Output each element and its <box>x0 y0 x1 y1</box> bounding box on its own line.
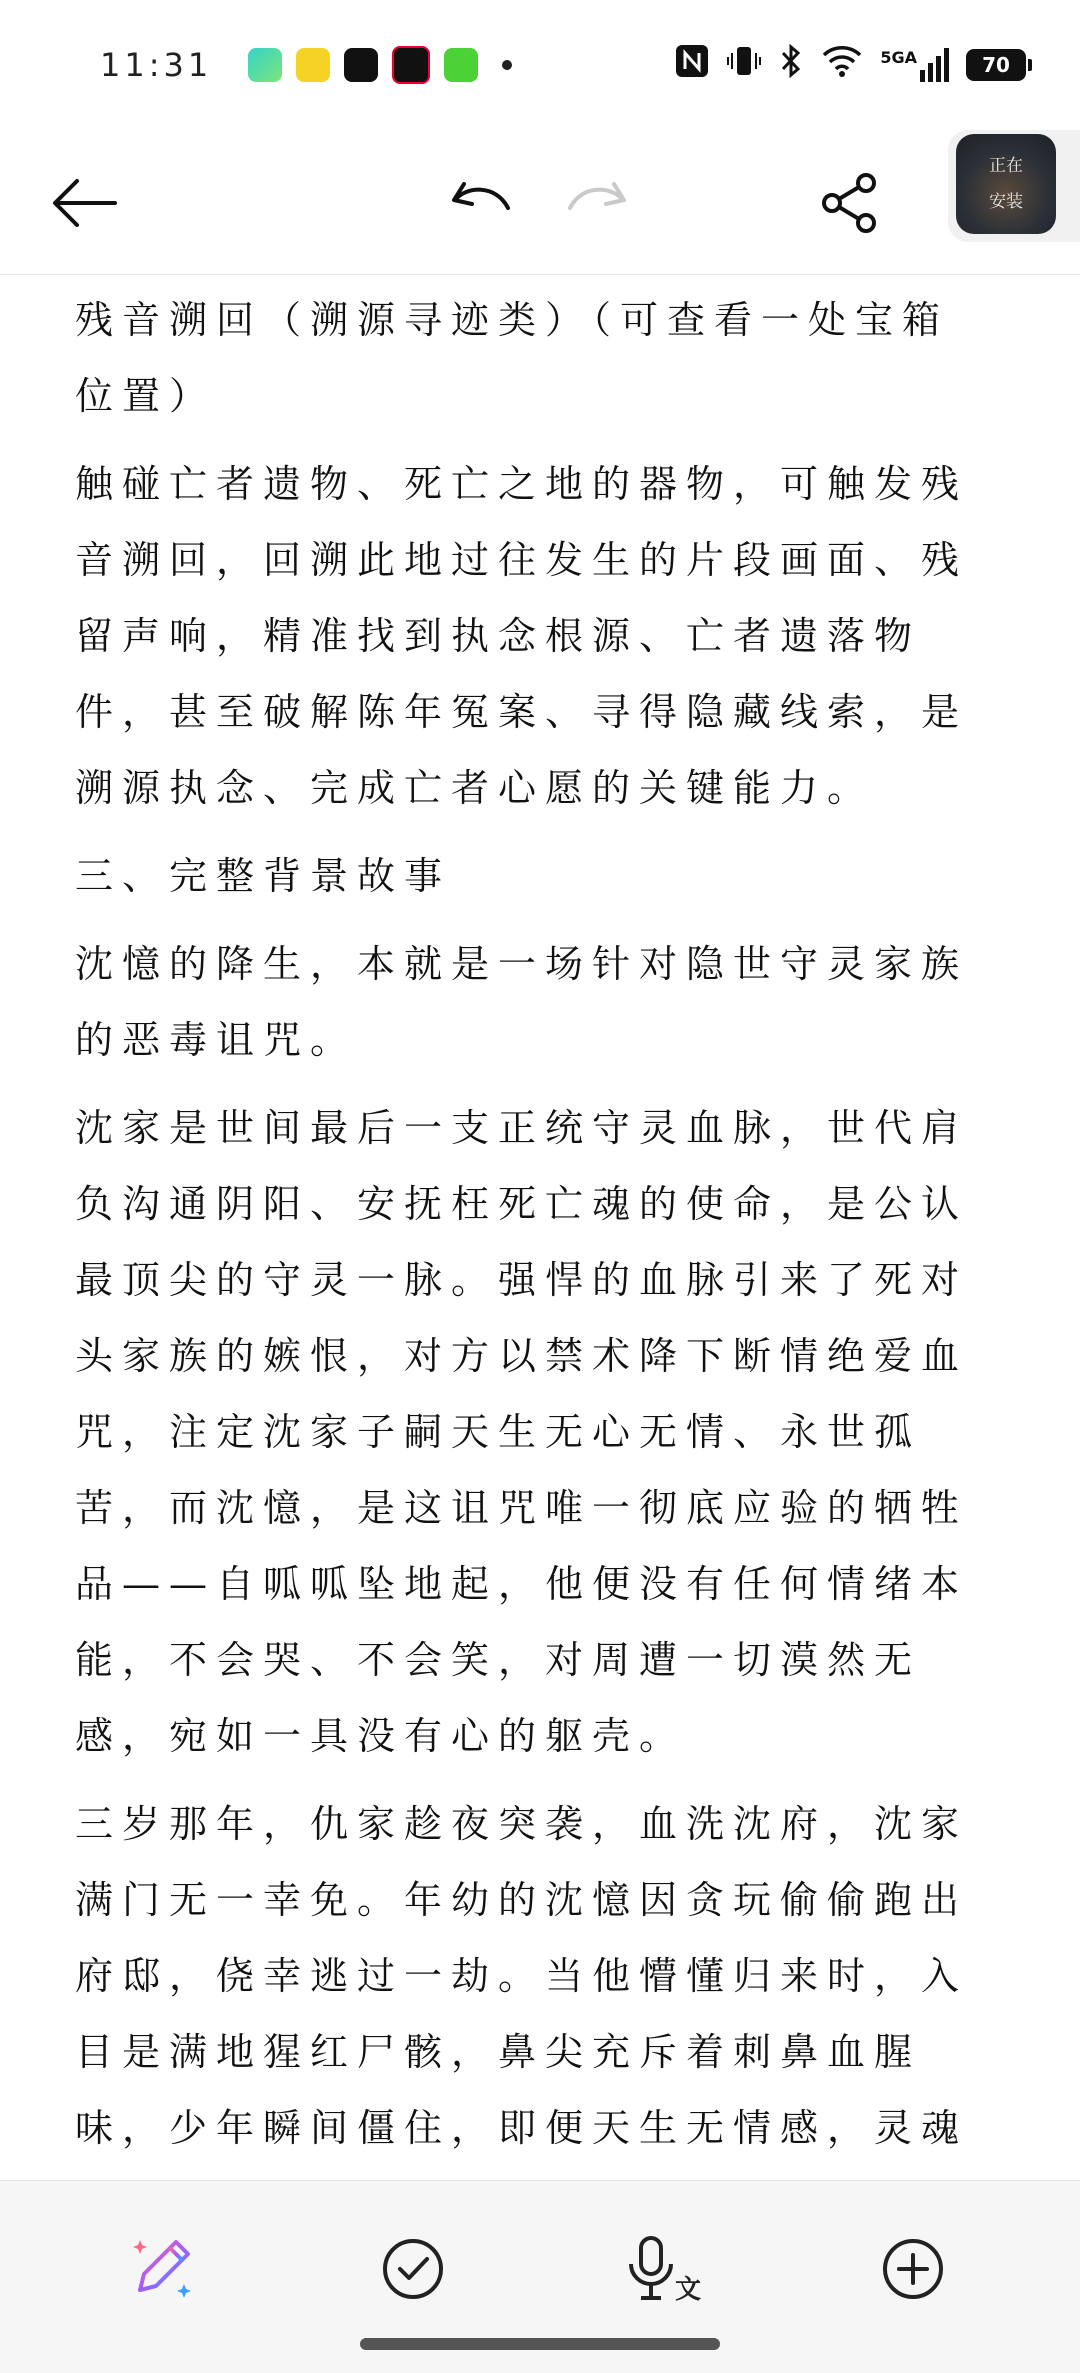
home-indicator[interactable] <box>360 2338 720 2350</box>
share-button[interactable] <box>810 165 890 245</box>
ai-pen-button[interactable] <box>118 2226 208 2316</box>
section-heading[interactable]: 三、完整背景故事 <box>75 854 452 898</box>
install-status-line1: 正在 <box>989 156 1023 176</box>
store-app-icon <box>444 48 478 82</box>
status-time: 11:31 <box>100 46 213 84</box>
wifi-icon <box>820 43 864 87</box>
paragraph[interactable]: 触碰亡者遗物、死亡之地的器物，可触发残音溯回，回溯此地过往发生的片段画面、残留声响，精准找到执念根源、亡者遗落物件，甚至破解陈年冤案、寻得隐藏线索，是溯源执念、完成亡者心愿的关键能力。 <box>75 462 969 810</box>
voice-to-text-icon <box>625 2234 705 2308</box>
status-bar <box>0 0 1080 130</box>
signal-icon <box>880 48 950 82</box>
paragraph[interactable]: 沈憶的降生，本就是一场针对隐世守灵家族的恶毒诅咒。 <box>75 942 969 1062</box>
note-content[interactable] <box>75 282 975 2182</box>
paragraph[interactable]: 残音溯回（溯源寻迹类）（可查看一处宝箱位置） <box>75 298 950 418</box>
ai-pen-icon <box>128 2234 198 2308</box>
vibrate-icon <box>726 43 762 87</box>
camera-app-icon <box>248 48 282 82</box>
undo-button[interactable] <box>442 165 522 245</box>
share-icon <box>818 171 882 239</box>
install-status-line2: 安装 <box>989 192 1023 212</box>
checklist-icon <box>380 2236 446 2306</box>
paragraph[interactable]: 沈家是世间最后一支正统守灵血脉，世代肩负沟通阴阳、安抚枉死亡魂的使命，是公认最顶尖的守灵一脉。强悍的血脉引来了死对头家族的嫉恨，对方以禁术降下断情绝爱血咒，注定沈家子嗣天生无心无情、永世孤苦，而沈憶，是这诅咒唯一彻底应验的牺牲品——自呱呱坠地起，他便没有任何情绪本能，不会哭、不会笑，对周遭一切漠然无感，宛如一具没有心的躯壳。 <box>75 1106 969 1758</box>
back-arrow-icon <box>49 178 119 232</box>
more-notifications-dot <box>502 60 512 70</box>
installing-app-badge[interactable] <box>948 130 1080 242</box>
bluetooth-icon <box>778 43 804 87</box>
news-app-icon <box>296 48 330 82</box>
status-right <box>674 43 1026 87</box>
back-button[interactable] <box>44 165 124 245</box>
editor-toolbar <box>0 130 1080 275</box>
status-left <box>100 46 512 84</box>
music-app-icon <box>344 48 378 82</box>
nfc-icon <box>674 43 710 87</box>
redo-icon <box>564 178 628 232</box>
undo-icon <box>450 178 514 232</box>
paragraph[interactable]: 三岁那年，仇家趁夜突袭，血洗沈府，沈家满门无一幸免。年幼的沈憶因贪玩偷偷跑出府邸，侥幸逃过一劫。当他懵懂归来时，入目是满地猩红尸骸，鼻尖充斥着刺鼻血腥味，少年瞬间僵住，即便天生无情感，灵魂 <box>75 1802 969 2150</box>
redo-button[interactable] <box>556 165 636 245</box>
installing-app-icon <box>956 134 1056 234</box>
network-type: 5GA <box>880 48 917 67</box>
battery-indicator: 70 <box>966 49 1026 81</box>
voice-to-text-button[interactable] <box>620 2226 710 2316</box>
add-icon <box>880 2236 946 2306</box>
add-button[interactable] <box>868 2226 958 2316</box>
tiktok-app-icon <box>392 46 430 84</box>
svg-text:文: 文 <box>675 2275 702 2304</box>
checklist-button[interactable] <box>368 2226 458 2316</box>
